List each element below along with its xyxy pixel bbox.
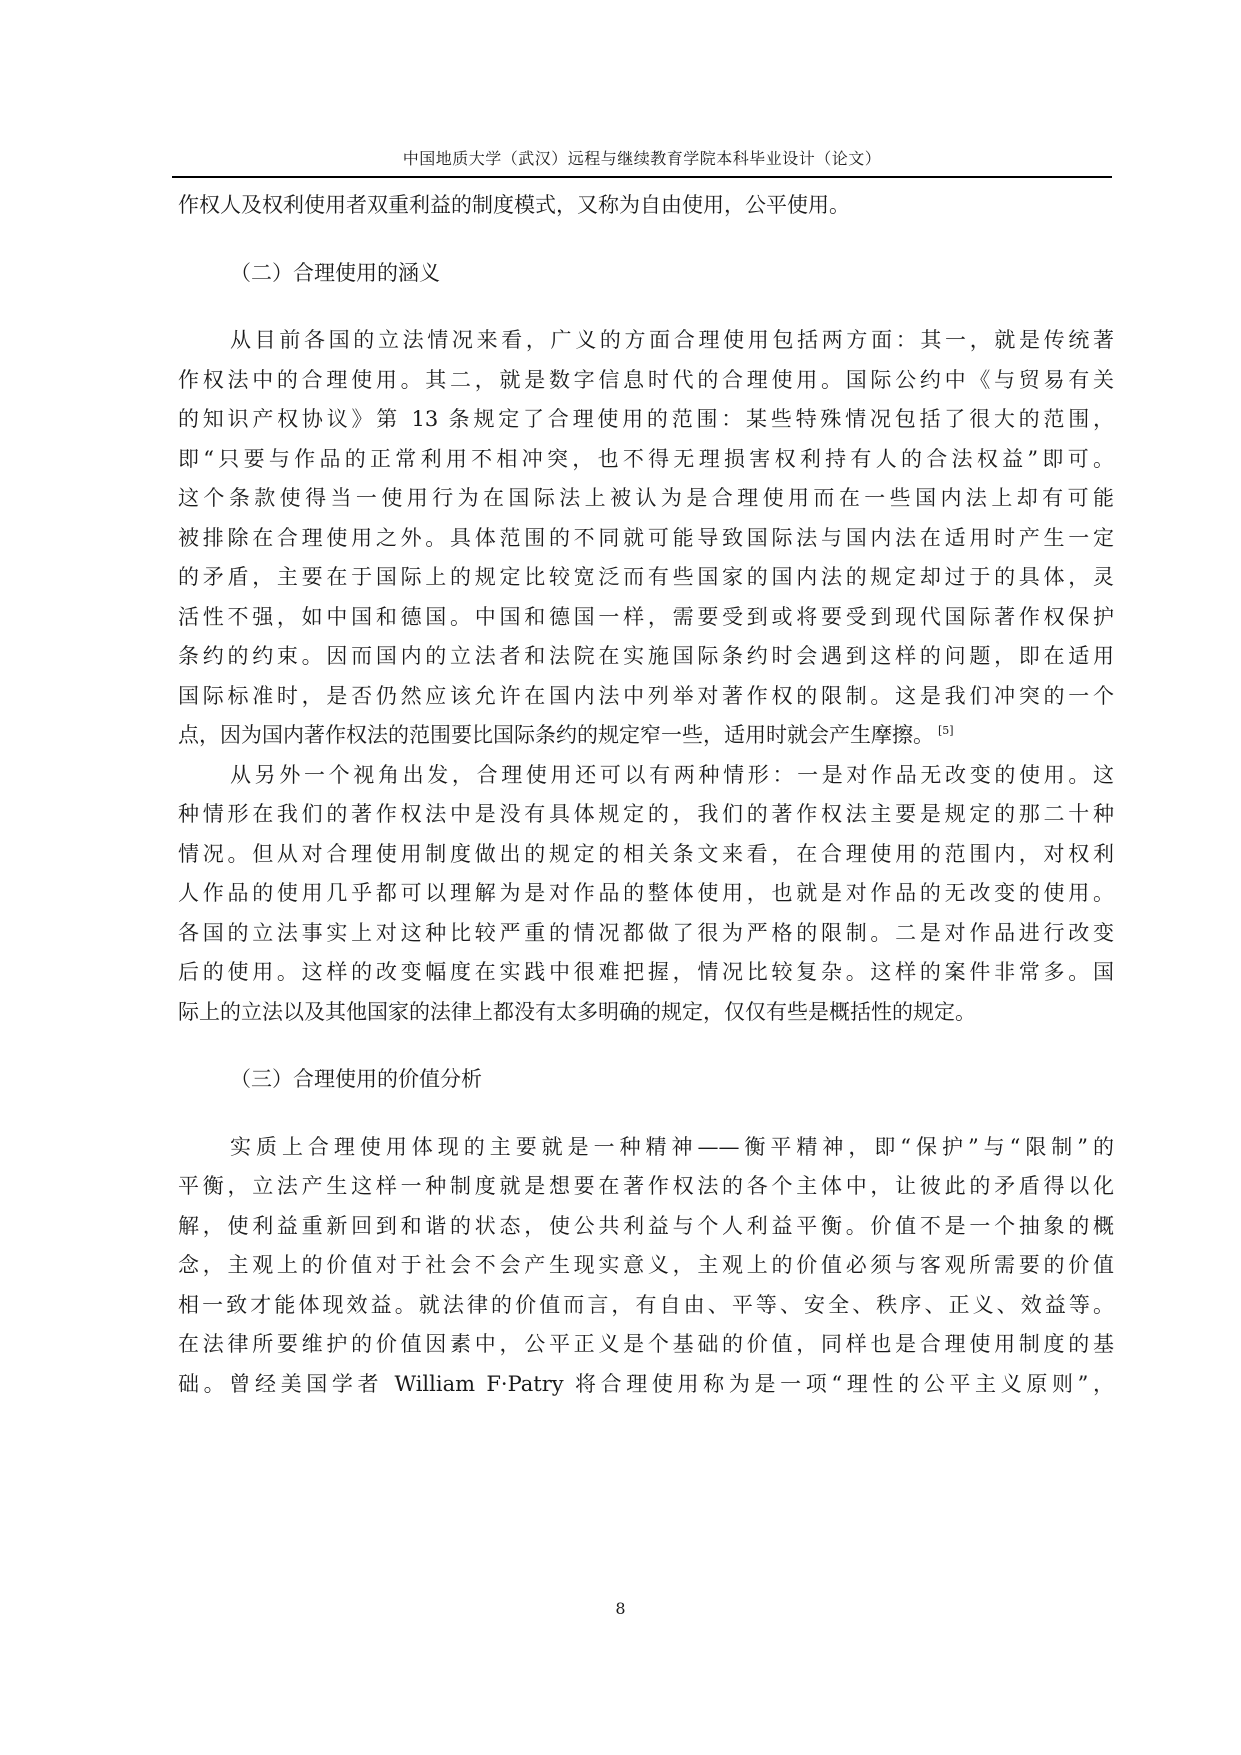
paragraph-line: 础。曾经美国学者 William F·Patry 将合理使用称为是一项“理性的公平主义原则”， xyxy=(178,1371,1114,1396)
paragraph-line-text: 点，因为国内著作权法的范围要比国际条约的规定窄一些，适用时就会产生摩擦。 xyxy=(178,723,934,747)
paragraph-line: 实质上合理使用体现的主要就是一种精神——衡平精神，即“保护”与“限制”的 xyxy=(230,1134,1114,1159)
paragraph-line: 被排除在合理使用之外。具体范围的不同就可能导致国际法与国内法在适用时产生一定 xyxy=(178,525,1114,550)
paragraph-line: 后的使用。这样的改变幅度在实践中很难把握，情况比较复杂。这样的案件非常多。国 xyxy=(178,960,1114,984)
paragraph-line: 即“只要与作品的正常利用不相冲突，也不得无理损害权利持有人的合法权益”即可。 xyxy=(178,446,1114,471)
paragraph-line: 念，主观上的价值对于社会不会产生现实意义，主观上的价值必须与客观所需要的价值 xyxy=(178,1253,1114,1277)
paragraph-line: 际上的立法以及其他国家的法律上都没有太多明确的规定，仅仅有些是概括性的规定。 xyxy=(178,999,976,1024)
spacer xyxy=(178,293,1114,321)
paragraph-line: 人作品的使用几乎都可以理解为是对作品的整体使用，也就是对作品的无改变的使用。 xyxy=(178,881,1114,905)
paragraph-line xyxy=(178,716,1114,756)
paragraph-line: 国际标准时，是否仍然应该允许在国内法中列举对著作权的限制。这是我们冲突的一个 xyxy=(178,683,1114,708)
paragraph-line: 种情形在我们的著作权法中是没有具体规定的，我们的著作权法主要是规定的那二十种 xyxy=(178,802,1114,826)
paragraph-line: 相一致才能体现效益。就法律的价值而言，有自由、平等、安全、秩序、正义、效益等。 xyxy=(178,1292,1114,1317)
header-rule xyxy=(172,176,1112,178)
paragraph-line: 从目前各国的立法情况来看，广义的方面合理使用包括两方面：其一，就是传统著 xyxy=(230,328,1114,352)
paragraph-line: 平衡，立法产生这样一种制度就是想要在著作权法的各个主体中，让彼此的矛盾得以化 xyxy=(178,1174,1114,1198)
paragraph-line: 活性不强，如中国和德国。中国和德国一样，需要受到或将要受到现代国际著作权保护 xyxy=(178,604,1114,629)
paragraph-line: 作权人及权利使用者双重利益的制度模式，又称为自由使用，公平使用。 xyxy=(178,193,850,217)
paragraph-line: 在法律所要维护的价值因素中，公平正义是个基础的价值，同样也是合理使用制度的基 xyxy=(178,1332,1114,1356)
page-header: 中国地质大学（武汉）远程与继续教育学院本科毕业设计（论文） xyxy=(402,149,882,168)
spacer xyxy=(178,226,1114,254)
paragraph-line: 作权法中的合理使用。其二，就是数字信息时代的合理使用。国际公约中《与贸易有关 xyxy=(178,367,1114,392)
paragraph-line: 条约的约束。因而国内的立法者和法院在实施国际条约时会遇到这样的问题，即在适用 xyxy=(178,644,1114,668)
paragraph-line: 这个条款使得当一使用行为在国际法上被认为是合理使用而在一些国内法上却有可能 xyxy=(178,486,1114,510)
paragraph-line: 的矛盾，主要在于国际上的规定比较宽泛而有些国家的国内法的规定却过于的具体，灵 xyxy=(178,565,1114,589)
paragraph-line: 各国的立法事实上对这种比较严重的情况都做了很为严格的限制。二是对作品进行改变 xyxy=(178,920,1114,945)
paragraph-line: 解，使利益重新回到和谐的状态，使公共利益与个人利益平衡。价值不是一个抽象的概 xyxy=(178,1213,1114,1238)
paragraph-line: 情况。但从对合理使用制度做出的规定的相关条文来看，在合理使用的范围内，对权利 xyxy=(178,841,1114,866)
section-heading: （二）合理使用的涵义 xyxy=(230,260,440,285)
paragraph-line: 从另外一个视角出发，合理使用还可以有两种情形：一是对作品无改变的使用。这 xyxy=(230,762,1114,787)
paragraph-line: 的知识产权协议》第 13 条规定了合理使用的范围：某些特殊情况包括了很大的范围， xyxy=(178,407,1114,431)
body-text xyxy=(178,186,1114,1404)
spacer xyxy=(178,1032,1114,1060)
section-heading: （三）合理使用的价值分析 xyxy=(230,1067,482,1091)
page-number: 8 xyxy=(615,1599,626,1618)
citation-marker: [5] xyxy=(938,724,954,737)
spacer xyxy=(178,1100,1114,1128)
